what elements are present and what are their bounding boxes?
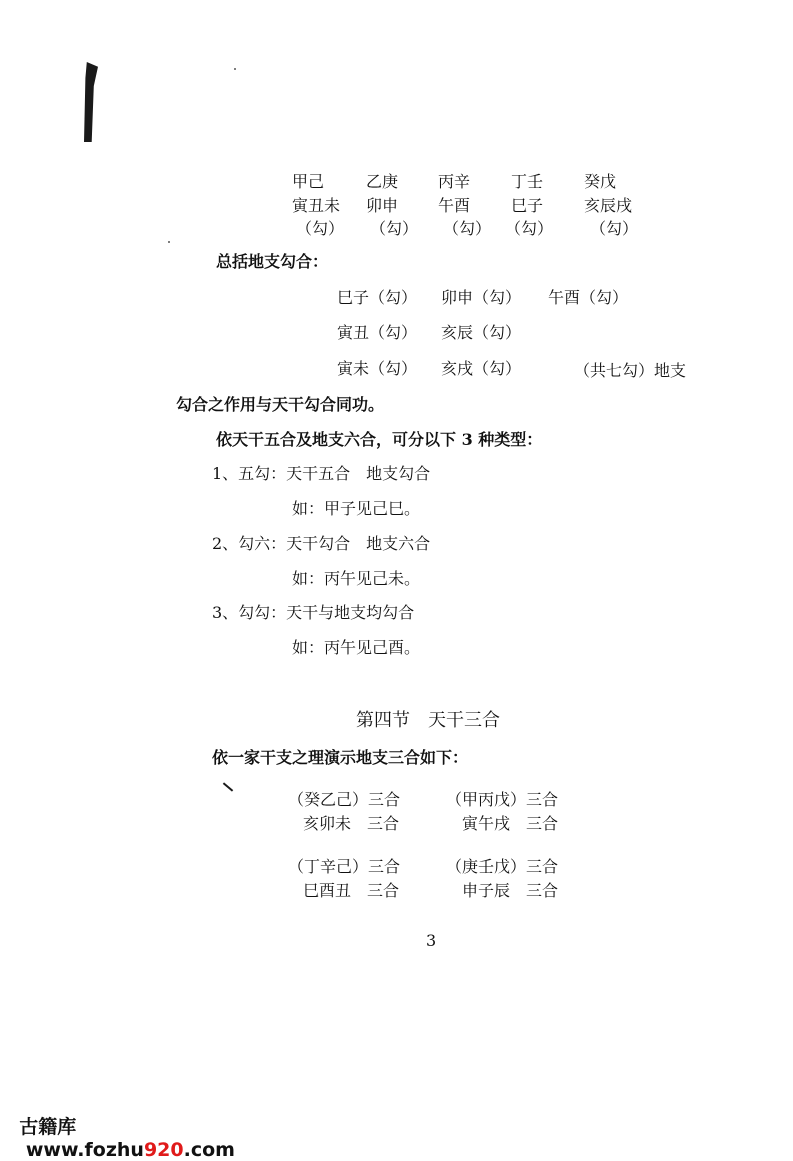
- table-branches: 午酉: [438, 196, 471, 215]
- types-intro: 依天干五合及地支六合，可分以下 3 种类型：: [216, 430, 543, 449]
- summary-tail: （共七勾）地支: [574, 361, 687, 380]
- type-example: 如：丙午见己酉。: [292, 638, 421, 657]
- summary-heading: 总括地支勾合：: [216, 252, 329, 271]
- triad-stems: （甲丙戊）三合: [446, 790, 559, 809]
- site-url-prefix: www.fozhu: [25, 1139, 144, 1161]
- table-hook: （勾）: [505, 219, 554, 238]
- triad-branches: 寅午戌 三合: [462, 814, 559, 833]
- page-number: 3: [426, 931, 437, 950]
- table-branches: 亥辰戌: [584, 196, 633, 215]
- summary-item: 卯申（勾）: [441, 288, 522, 307]
- triad-stems: （癸乙己）三合: [288, 790, 401, 809]
- triad-branches: 巳酉丑 三合: [303, 881, 400, 900]
- table-stems: 癸戊: [584, 172, 617, 191]
- site-footer: [6, 1090, 235, 1161]
- site-url-suffix: .com: [183, 1139, 235, 1161]
- section-intro: 依一家干支之理演示地支三合如下：: [212, 748, 469, 767]
- scan-speck: [168, 241, 170, 243]
- table-branches: 巳子: [511, 196, 544, 215]
- site-name: 古籍库: [19, 1116, 77, 1138]
- triad-branches: 亥卯未 三合: [303, 814, 400, 833]
- scan-speck: [234, 68, 236, 70]
- table-hook: （勾）: [443, 219, 492, 238]
- table-hook: （勾）: [296, 219, 345, 238]
- type-label: 1、五勾：天干五合 地支勾合: [212, 464, 431, 483]
- table-stems: 甲己: [292, 172, 325, 191]
- summary-item: 亥戌（勾）: [441, 359, 522, 378]
- summary-item: 寅丑（勾）: [337, 323, 418, 342]
- table-branches: 寅丑未: [292, 196, 341, 215]
- type-label: 3、勾勾：天干与地支均勾合: [212, 603, 415, 622]
- scan-artifact-mark: [84, 62, 98, 142]
- summary-item: 亥辰（勾）: [441, 323, 522, 342]
- scan-stroke-mark: [223, 782, 233, 791]
- site-url-number: 920: [143, 1139, 184, 1161]
- table-branches: 卯申: [366, 196, 399, 215]
- table-hook: （勾）: [590, 219, 639, 238]
- type-label: 2、勾六：天干勾合 地支六合: [212, 534, 431, 553]
- summary-continuation: 勾合之作用与天干勾合同功。: [176, 395, 385, 414]
- table-stems: 丙辛: [438, 172, 471, 191]
- table-hook: （勾）: [370, 219, 419, 238]
- type-example: 如：丙午见己未。: [292, 569, 421, 588]
- triad-branches: 申子辰 三合: [462, 881, 559, 900]
- summary-item: 寅未（勾）: [337, 359, 418, 378]
- triad-stems: （丁辛己）三合: [288, 857, 401, 876]
- triad-stems: （庚壬戊）三合: [446, 857, 559, 876]
- type-example: 如：甲子见己巳。: [292, 499, 421, 518]
- table-stems: 丁壬: [511, 172, 544, 191]
- table-stems: 乙庚: [366, 172, 399, 191]
- section-title: 第四节 天干三合: [356, 710, 500, 731]
- summary-item: 巳子（勾）: [337, 288, 418, 307]
- summary-item: 午酉（勾）: [548, 288, 629, 307]
